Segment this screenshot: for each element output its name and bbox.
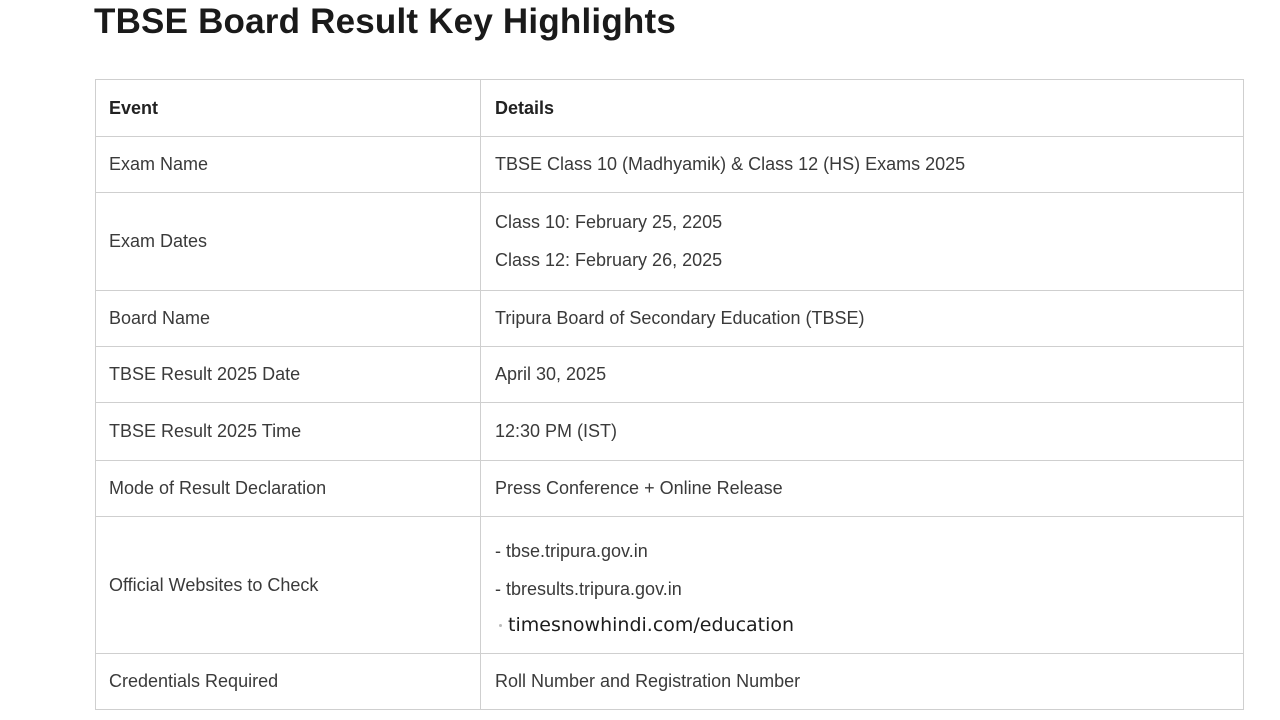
- row-result-date-event: TBSE Result 2025 Date: [96, 347, 481, 403]
- website-link-tbse[interactable]: - tbse.tripura.gov.in: [495, 540, 648, 561]
- row-exam-dates-event: Exam Dates: [96, 193, 481, 291]
- page-title: TBSE Board Result Key Highlights: [94, 2, 677, 41]
- table-row: [96, 291, 1244, 347]
- row-board-name-details: Tripura Board of Secondary Education (TBSE): [481, 291, 1244, 347]
- highlights-table: [95, 79, 1244, 710]
- row-result-time-details: 12:30 PM (IST): [481, 403, 1244, 461]
- exam-date-class-12: Class 12: February 26, 2025: [495, 250, 723, 270]
- row-mode-details: Press Conference + Online Release: [481, 461, 1244, 517]
- row-exam-name-event: Exam Name: [96, 137, 481, 193]
- header-event: Event: [96, 80, 481, 137]
- table-row: [96, 461, 1244, 517]
- row-result-date-details: April 30, 2025: [481, 347, 1244, 403]
- row-exam-name-details: TBSE Class 10 (Madhyamik) & Class 12 (HS) Exams 2025: [481, 137, 1244, 193]
- table-row: [96, 193, 1244, 291]
- website-link-tbresults[interactable]: - tbresults.tripura.gov.in: [495, 578, 682, 599]
- table-header-row: [96, 80, 1244, 137]
- row-websites-event: Official Websites to Check: [96, 517, 481, 654]
- row-result-time-event: TBSE Result 2025 Time: [96, 403, 481, 461]
- row-board-name-event: Board Name: [96, 291, 481, 347]
- table-row: [96, 517, 1244, 654]
- row-mode-event: Mode of Result Declaration: [96, 461, 481, 517]
- row-credentials-event: Credentials Required: [96, 654, 481, 710]
- row-exam-dates-details: [481, 193, 1244, 291]
- bullet-dot-icon: [499, 624, 502, 627]
- row-websites-details: [481, 517, 1244, 654]
- exam-date-class-10: Class 10: February 25, 2205: [495, 212, 723, 232]
- table-row: [96, 403, 1244, 461]
- row-credentials-details: Roll Number and Registration Number: [481, 654, 1244, 710]
- header-details: Details: [481, 80, 1244, 137]
- website-link-timesnowhindi-text: timesnowhindi.com/education: [508, 613, 795, 636]
- highlights-table-container: [95, 79, 1243, 710]
- table-row: [96, 654, 1244, 710]
- table-row: [96, 137, 1244, 193]
- website-link-timesnowhindi[interactable]: [495, 614, 1243, 636]
- table-row: [96, 347, 1244, 403]
